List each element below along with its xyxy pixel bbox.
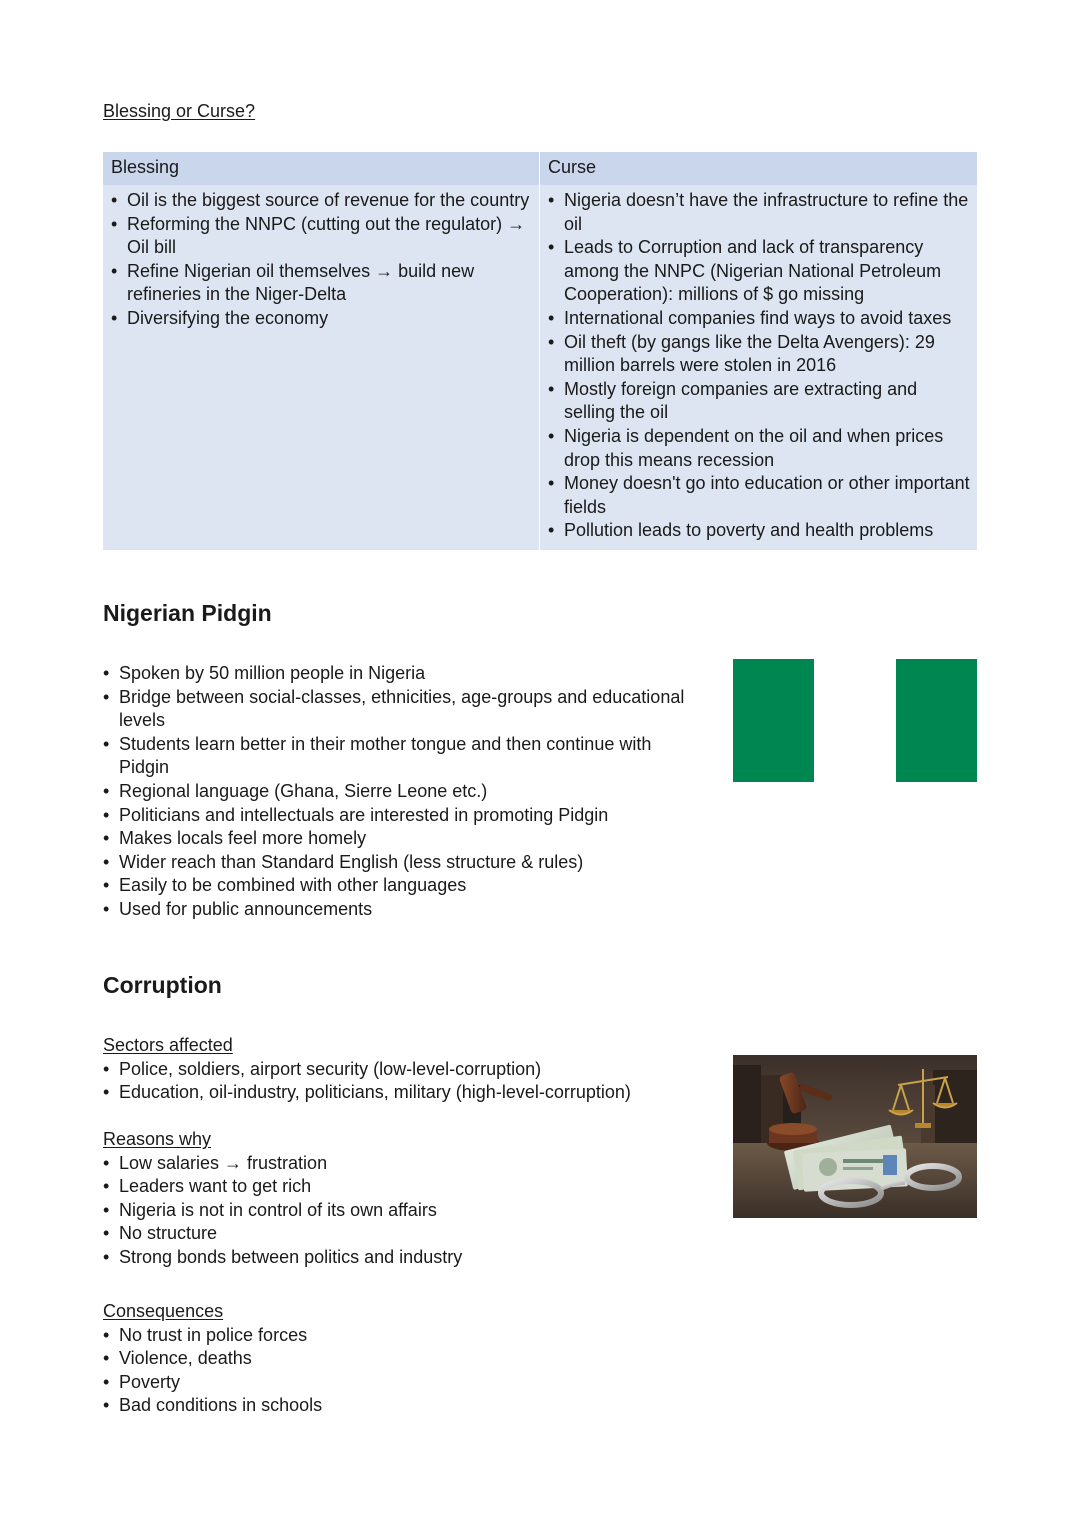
reason-item: • Leaders want to get rich xyxy=(103,1175,703,1199)
blessing-item: • Diversifying the economy xyxy=(111,307,533,331)
reasons-list xyxy=(103,1152,703,1270)
curse-column-header: Curse xyxy=(548,157,597,177)
curse-item: • Money doesn't go into education or other important fields xyxy=(548,472,973,519)
curse-item: • Nigeria doesn’t have the infrastructure to refine the oil xyxy=(548,189,973,236)
consequences-list xyxy=(103,1324,703,1418)
oil-section-heading: Blessing or Curse? xyxy=(103,101,256,121)
pidgin-title: Nigerian Pidgin xyxy=(103,600,272,626)
reasons-label: Reasons why xyxy=(103,1129,212,1149)
curse-item: • Mostly foreign companies are extracting and selling the oil xyxy=(548,378,973,425)
reason-item: • Strong bonds between politics and industry xyxy=(103,1246,703,1270)
sectors-list xyxy=(103,1058,703,1105)
pidgin-item: • Wider reach than Standard English (less structure & rules) xyxy=(103,851,695,875)
pidgin-item: • Makes locals feel more homely xyxy=(103,827,695,851)
blessing-item: • Reforming the NNPC (cutting out the regulator) → Oil bill xyxy=(111,213,533,260)
pidgin-item: • Regional language (Ghana, Sierre Leone etc.) xyxy=(103,780,695,804)
sectors-label: Sectors affected xyxy=(103,1035,233,1055)
pidgin-item: • Used for public announcements xyxy=(103,898,695,922)
table-header-row xyxy=(103,152,977,185)
pidgin-item: • Easily to be combined with other languages xyxy=(103,874,695,898)
pidgin-list xyxy=(103,662,695,922)
curse-item: • Nigeria is dependent on the oil and when prices drop this means recession xyxy=(548,425,973,472)
column-divider xyxy=(539,152,540,550)
blessing-curse-table xyxy=(103,152,977,550)
flag-green-stripe xyxy=(733,659,814,782)
money-handcuffs-illustration xyxy=(733,1055,977,1218)
blessing-column-header: Blessing xyxy=(111,157,180,177)
pidgin-item: • Politicians and intellectuals are interested in promoting Pidgin xyxy=(103,804,695,828)
sectors-block xyxy=(103,1034,703,1105)
pidgin-item: • Students learn better in their mother tongue and then continue with Pidgin xyxy=(103,733,695,780)
flag-white-stripe xyxy=(814,659,895,782)
pidgin-item: • Bridge between social-classes, ethnicities, age-groups and educational levels xyxy=(103,686,695,733)
blessing-item: • Refine Nigerian oil themselves → build new refineries in the Niger-Delta xyxy=(111,260,533,307)
pidgin-item: • Spoken by 50 million people in Nigeria xyxy=(103,662,695,686)
pidgin-section xyxy=(103,662,695,922)
curse-list xyxy=(548,189,973,543)
consequences-block xyxy=(103,1300,703,1418)
nigeria-flag-image xyxy=(733,659,977,782)
blessing-item: • Oil is the biggest source of revenue for the country xyxy=(111,189,533,213)
consequence-item: • No trust in police forces xyxy=(103,1324,703,1348)
consequence-item: • Violence, deaths xyxy=(103,1347,703,1371)
sector-item: • Police, soldiers, airport security (low-level-corruption) xyxy=(103,1058,703,1082)
sector-item: • Education, oil-industry, politicians, military (high-level-corruption) xyxy=(103,1081,703,1105)
reason-item: • Nigeria is not in control of its own affairs xyxy=(103,1199,703,1223)
blessing-list xyxy=(111,189,533,331)
blessing-column xyxy=(111,189,533,331)
flag-green-stripe xyxy=(896,659,977,782)
curse-item: • Oil theft (by gangs like the Delta Avengers): 29 million barrels were stolen in 2016 xyxy=(548,331,973,378)
consequence-item: • Poverty xyxy=(103,1371,703,1395)
consequences-label: Consequences xyxy=(103,1301,224,1321)
corruption-photo xyxy=(733,1055,977,1218)
curse-column xyxy=(548,189,973,543)
consequence-item: • Bad conditions in schools xyxy=(103,1394,703,1418)
curse-item: • International companies find ways to avoid taxes xyxy=(548,307,973,331)
reason-item: • No structure xyxy=(103,1222,703,1246)
curse-item: • Pollution leads to poverty and health problems xyxy=(548,519,973,543)
corruption-title: Corruption xyxy=(103,972,222,998)
reasons-block xyxy=(103,1128,703,1270)
reason-item: • Low salaries → frustration xyxy=(103,1152,703,1176)
curse-item: • Leads to Corruption and lack of transparency among the NNPC (Nigerian National Petroleum Cooperation): millions of $ go missing xyxy=(548,236,973,307)
